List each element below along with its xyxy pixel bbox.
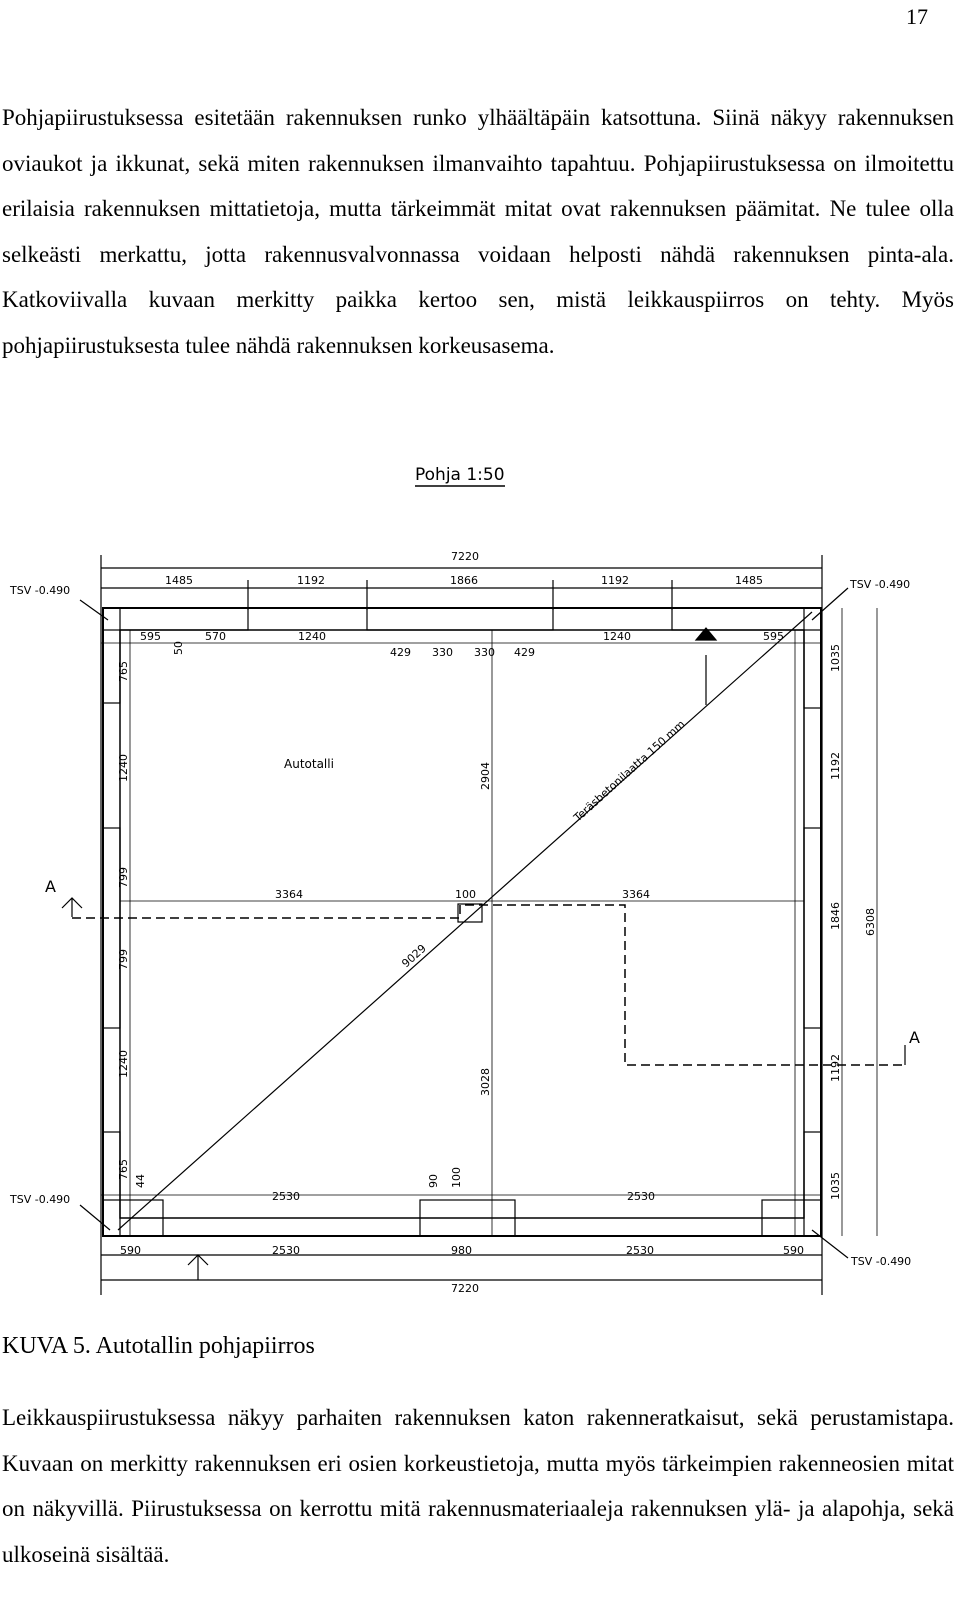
intro-paragraph-text: Pohjapiirustuksessa esitetään rakennuksen runko ylhäältäpäin katsottuna. Siinä näkyy rakennuksen oviaukot ja ikkunat, sekä miten rakennuksen ilmanvaihto tapahtuu. Pohjapiirustuksessa on ilmoitettu erilaisia rakennuksen mittatietoja, mutta tärkeimmät mitat ovat rakennuksen päämitat. Ne tulee olla selkeästi merkattu, jotta rakennusvalvonnassa voidaan helposti nähdä rakennuksen pinta-ala. Katkoviivalla kuvaan merkitty paikka kertoo sen, mistä leikkauspiirros on tehty. Myös pohjapiirustuksesta tulee nähdä rakennuksen korkeusasema. — [2, 105, 954, 358]
dim-right-1: 1035 — [829, 644, 842, 672]
dim-right-2: 1192 — [829, 752, 842, 780]
dim-right-5: 1035 — [829, 1172, 842, 1200]
floor-plan-drawing — [0, 460, 960, 1300]
dim-inner-2: 570 — [205, 630, 226, 643]
dim-left-4: 799 — [117, 949, 130, 970]
dim-top-2: 1192 — [297, 574, 325, 587]
dim-right-4: 1192 — [829, 1054, 842, 1082]
figure-title: Pohja 1:50 — [415, 465, 505, 485]
dim-inner-9: 595 — [763, 630, 784, 643]
dim-top-4: 1192 — [601, 574, 629, 587]
dim-right-total: 6308 — [864, 908, 877, 936]
dim-right-3: 1846 — [829, 902, 842, 930]
dim-top-5: 1485 — [735, 574, 763, 587]
dim-mid-center: 100 — [455, 888, 476, 901]
dim-left-1: 765 — [117, 661, 130, 682]
room-label: Autotalli — [284, 757, 334, 771]
dim-inner-4: 429 — [390, 646, 411, 659]
section-marker-left: A — [45, 877, 56, 896]
dim-bottom-2: 2530 — [272, 1244, 300, 1257]
small-dim-44: 44 — [134, 1174, 147, 1188]
intro-paragraph — [2, 95, 954, 368]
level-label-top-left: TSV -0.490 — [10, 584, 71, 597]
dim-inner-5: 330 — [432, 646, 453, 659]
dim-mid-left: 3364 — [275, 888, 303, 901]
page-number: 17 — [906, 4, 928, 29]
dim-left-5: 1240 — [117, 1050, 130, 1078]
section-marker-right: A — [909, 1028, 920, 1047]
level-label-top-right: TSV -0.490 — [850, 578, 911, 591]
dim-total-width-top: 7220 — [451, 550, 479, 563]
small-dim-90: 90 — [427, 1174, 440, 1188]
dim-bottom-1: 590 — [120, 1244, 141, 1257]
dim-inner-8: 1240 — [603, 630, 631, 643]
dim-top-3: 1866 — [450, 574, 478, 587]
dim-total-width-bottom: 7220 — [451, 1282, 479, 1295]
dim-inner-6: 330 — [474, 646, 495, 659]
dim-left-2: 1240 — [117, 754, 130, 782]
dim-bottom-5: 590 — [783, 1244, 804, 1257]
slab-label: Teräsbetonilaatta 150 mm — [571, 717, 688, 825]
small-dim-50: 50 — [172, 641, 185, 655]
section-paragraph — [2, 1395, 954, 1577]
dim-bottom-3: 980 — [451, 1244, 472, 1257]
small-dim-100: 100 — [450, 1167, 463, 1188]
dim-inner-1: 595 — [140, 630, 161, 643]
dim-inner-3: 1240 — [298, 630, 326, 643]
figure-caption: KUVA 5. Autotallin pohjapiirros — [2, 1333, 315, 1359]
level-label-bottom-right: TSV -0.490 — [851, 1255, 912, 1268]
dim-top-1: 1485 — [165, 574, 193, 587]
level-label-bottom-left: TSV -0.490 — [10, 1193, 71, 1206]
dim-left-6: 765 — [117, 1159, 130, 1180]
dim-vertical-upper: 2904 — [479, 762, 492, 790]
dim-bottom-inner-left: 2530 — [272, 1190, 300, 1203]
dim-inner-7: 429 — [514, 646, 535, 659]
dim-mid-right: 3364 — [622, 888, 650, 901]
dim-diagonal: 9029 — [399, 941, 429, 971]
dim-left-3: 799 — [117, 867, 130, 888]
section-paragraph-text: Leikkauspiirustuksessa näkyy parhaiten rakennuksen katon rakenneratkaisut, sekä perustamistapa. Kuvaan on merkitty rakennuksen eri osien korkeustietoja, mutta myös tärkeimpien rakenneosien mitat on näkyvillä. Piirustuksessa on kerrottu mitä rakennusmateriaaleja rakennuksen ylä- ja alapohja, sekä ulkoseinä sisältää. — [2, 1405, 954, 1567]
dim-bottom-4: 2530 — [626, 1244, 654, 1257]
dim-vertical-lower: 3028 — [479, 1068, 492, 1096]
dim-bottom-inner-right: 2530 — [627, 1190, 655, 1203]
